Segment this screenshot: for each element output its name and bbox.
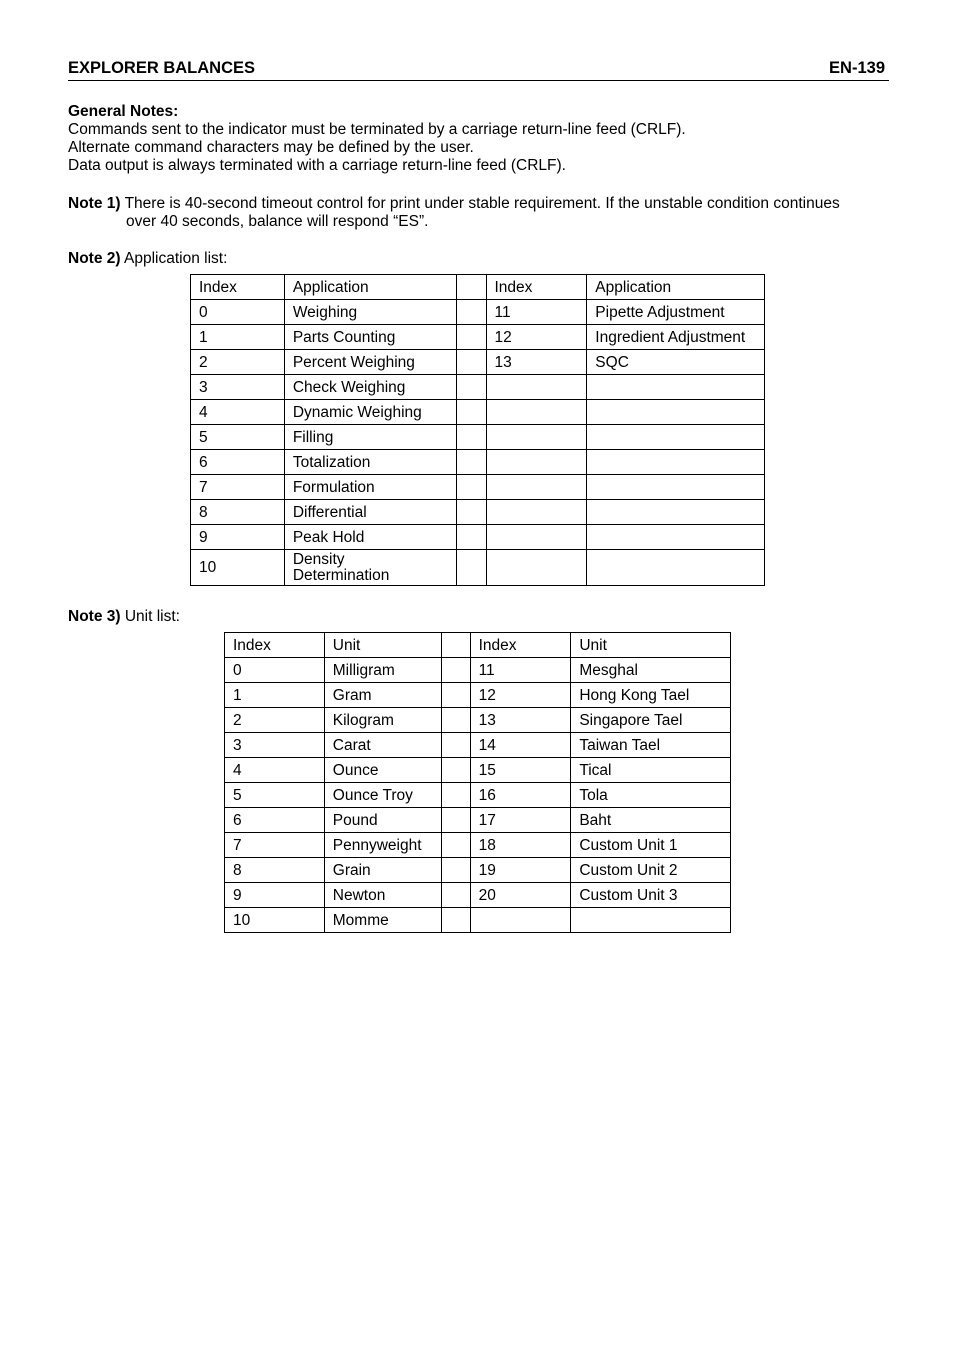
- table-row: [225, 708, 731, 733]
- general-notes-line: Alternate command characters may be defined by the user.: [68, 139, 474, 156]
- table-cell: [587, 425, 765, 450]
- table-header-row: [225, 633, 731, 658]
- table-cell: 9: [225, 883, 325, 908]
- table-cell: [587, 475, 765, 500]
- table-row: [225, 758, 731, 783]
- table-cell: [486, 425, 587, 450]
- table-row: [191, 300, 765, 325]
- table-row: [191, 375, 765, 400]
- table-cell: 13: [486, 350, 587, 375]
- table-cell: Index: [486, 275, 587, 300]
- table-cell: 17: [470, 808, 571, 833]
- table-cell: [486, 400, 587, 425]
- table-cell: Check Weighing: [284, 375, 456, 400]
- table-cell: [441, 833, 470, 858]
- table-cell: 11: [470, 658, 571, 683]
- table-cell: 4: [191, 400, 285, 425]
- table-cell: Unit: [571, 633, 731, 658]
- table-cell: Parts Counting: [284, 325, 456, 350]
- table-cell: Application: [587, 275, 765, 300]
- table-row: [191, 500, 765, 525]
- table-cell: [571, 908, 731, 933]
- table-cell: [456, 500, 486, 525]
- application-list-table: [190, 274, 765, 586]
- general-notes-title: General Notes:: [68, 103, 179, 120]
- table-cell: [587, 375, 765, 400]
- table-cell: Totalization: [284, 450, 456, 475]
- note-2: [68, 250, 227, 268]
- table-cell: Gram: [324, 683, 441, 708]
- table-cell: [456, 550, 486, 586]
- table-cell: [456, 425, 486, 450]
- note-3-text: Unit list:: [120, 608, 180, 625]
- table-cell: 8: [191, 500, 285, 525]
- table-row: [225, 833, 731, 858]
- table-cell: 5: [191, 425, 285, 450]
- table-cell: Dynamic Weighing: [284, 400, 456, 425]
- table-cell: 5: [225, 783, 325, 808]
- table-cell: 6: [191, 450, 285, 475]
- table-cell: [441, 708, 470, 733]
- table-cell: Custom Unit 3: [571, 883, 731, 908]
- table-row: [225, 858, 731, 883]
- table-cell: [587, 500, 765, 525]
- table-row: [191, 325, 765, 350]
- table-cell: Custom Unit 1: [571, 833, 731, 858]
- page-number: EN-139: [829, 59, 885, 77]
- table-cell: [456, 400, 486, 425]
- table-cell: 2: [191, 350, 285, 375]
- note-3: [68, 608, 180, 626]
- table-cell: [486, 475, 587, 500]
- general-notes-line: Commands sent to the indicator must be terminated by a carriage return-line feed (CRLF).: [68, 121, 686, 138]
- table-row: [225, 808, 731, 833]
- table-cell: 9: [191, 525, 285, 550]
- table-cell: [284, 550, 456, 586]
- table-cell: [486, 525, 587, 550]
- table-cell: 15: [470, 758, 571, 783]
- table-row: [191, 425, 765, 450]
- table-cell: Custom Unit 2: [571, 858, 731, 883]
- table-cell: [470, 908, 571, 933]
- table-cell: [456, 475, 486, 500]
- table-cell: [456, 450, 486, 475]
- table-cell: [587, 400, 765, 425]
- table-row: [225, 733, 731, 758]
- table-row: [225, 908, 731, 933]
- table-row: [191, 400, 765, 425]
- table-cell: Application: [284, 275, 456, 300]
- unit-list-table: [224, 632, 731, 933]
- table-cell: 0: [225, 658, 325, 683]
- table-cell: [441, 658, 470, 683]
- table-row: [191, 550, 765, 586]
- table-cell: [441, 758, 470, 783]
- table-cell: 19: [470, 858, 571, 883]
- note-1-continuation: over 40 seconds, balance will respond “ES”.: [126, 213, 429, 230]
- note-2-text: Application list:: [120, 250, 228, 267]
- table-cell: 3: [191, 375, 285, 400]
- table-cell: 10: [191, 550, 285, 586]
- table-cell: Index: [225, 633, 325, 658]
- table-row: [225, 883, 731, 908]
- note-1-label: Note 1): [68, 195, 121, 212]
- table-cell: [456, 525, 486, 550]
- table-cell: 16: [470, 783, 571, 808]
- table-cell: Hong Kong Tael: [571, 683, 731, 708]
- cell-line: Determination: [292, 566, 390, 584]
- table-cell: 0: [191, 300, 285, 325]
- table-cell: Grain: [324, 858, 441, 883]
- general-notes-line: Data output is always terminated with a carriage return-line feed (CRLF).: [68, 157, 566, 174]
- page-header: [68, 58, 889, 81]
- table-cell: 11: [486, 300, 587, 325]
- table-cell: Index: [470, 633, 571, 658]
- table-cell: 7: [191, 475, 285, 500]
- table-cell: Filling: [284, 425, 456, 450]
- table-cell: 12: [486, 325, 587, 350]
- table-cell: Pound: [324, 808, 441, 833]
- table-cell: Formulation: [284, 475, 456, 500]
- table-cell: 18: [470, 833, 571, 858]
- table-cell: Pennyweight: [324, 833, 441, 858]
- note-2-label: Note 2): [68, 250, 121, 267]
- note-3-label: Note 3): [68, 608, 121, 625]
- table-cell: [441, 858, 470, 883]
- cell-line: Density: [292, 550, 345, 568]
- table-cell: [587, 525, 765, 550]
- table-cell: [441, 633, 470, 658]
- table-cell: [441, 683, 470, 708]
- table-cell: Carat: [324, 733, 441, 758]
- table-cell: [587, 550, 765, 586]
- table-cell: SQC: [587, 350, 765, 375]
- table-cell: Baht: [571, 808, 731, 833]
- table-cell: Ounce: [324, 758, 441, 783]
- document-title: EXPLORER BALANCES: [68, 59, 256, 77]
- table-row: [191, 350, 765, 375]
- table-cell: Weighing: [284, 300, 456, 325]
- table-cell: [441, 908, 470, 933]
- table-row: [191, 450, 765, 475]
- table-cell: 1: [191, 325, 285, 350]
- table-cell: Tical: [571, 758, 731, 783]
- table-cell: Newton: [324, 883, 441, 908]
- table-row: [225, 683, 731, 708]
- table-cell: Kilogram: [324, 708, 441, 733]
- table-cell: 8: [225, 858, 325, 883]
- table-cell: [441, 783, 470, 808]
- table-cell: Peak Hold: [284, 525, 456, 550]
- table-row: [191, 475, 765, 500]
- table-header-row: [191, 275, 765, 300]
- table-cell: [441, 808, 470, 833]
- table-cell: 7: [225, 833, 325, 858]
- table-cell: 10: [225, 908, 325, 933]
- table-cell: Mesghal: [571, 658, 731, 683]
- table-cell: [456, 275, 486, 300]
- table-cell: [486, 550, 587, 586]
- table-row: [225, 658, 731, 683]
- table-cell: Percent Weighing: [284, 350, 456, 375]
- table-cell: 2: [225, 708, 325, 733]
- table-cell: 3: [225, 733, 325, 758]
- table-cell: Unit: [324, 633, 441, 658]
- table-cell: 13: [470, 708, 571, 733]
- table-cell: 4: [225, 758, 325, 783]
- table-cell: [486, 375, 587, 400]
- note-1-text: There is 40-second timeout control for print under stable requirement. If the unstable condition continues: [120, 195, 840, 212]
- table-cell: 1: [225, 683, 325, 708]
- table-cell: [456, 350, 486, 375]
- table-cell: 20: [470, 883, 571, 908]
- table-cell: Differential: [284, 500, 456, 525]
- table-cell: Tola: [571, 783, 731, 808]
- table-cell: Index: [191, 275, 285, 300]
- table-cell: [587, 450, 765, 475]
- table-cell: [456, 325, 486, 350]
- table-cell: Taiwan Tael: [571, 733, 731, 758]
- table-cell: [486, 500, 587, 525]
- table-cell: 14: [470, 733, 571, 758]
- table-cell: [441, 733, 470, 758]
- table-cell: 12: [470, 683, 571, 708]
- table-cell: [456, 300, 486, 325]
- table-cell: Ingredient Adjustment: [587, 325, 765, 350]
- table-cell: Momme: [324, 908, 441, 933]
- table-row: [191, 525, 765, 550]
- table-cell: [456, 375, 486, 400]
- table-cell: Pipette Adjustment: [587, 300, 765, 325]
- table-row: [225, 783, 731, 808]
- table-cell: [486, 450, 587, 475]
- table-cell: Singapore Tael: [571, 708, 731, 733]
- table-cell: Ounce Troy: [324, 783, 441, 808]
- note-1: [68, 195, 840, 213]
- table-cell: [441, 883, 470, 908]
- table-cell: 6: [225, 808, 325, 833]
- table-cell: Milligram: [324, 658, 441, 683]
